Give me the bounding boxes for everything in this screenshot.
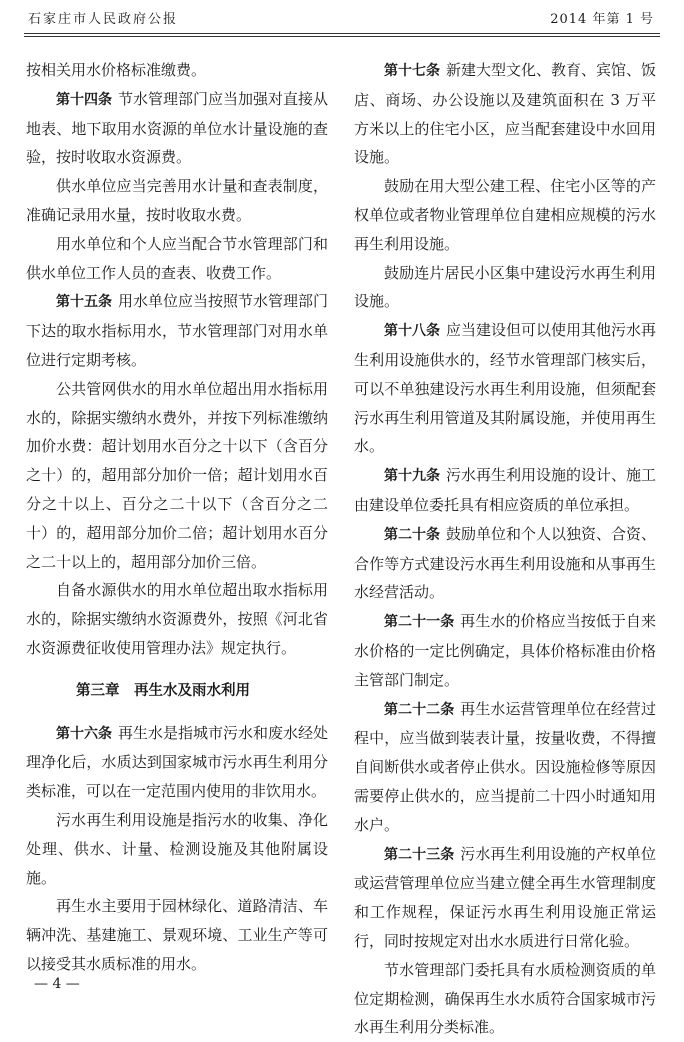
article-label: 第十五条 [56,294,112,311]
article-text: 再生水是指城市污水和废水经处理净化后，水质达到国家城市污水再生利用分类标准，可以在一定范围内使用的非饮用水。 [26,723,329,801]
article-text: 鼓励单位和个人以独资、合资、合作等方式建设污水再生利用设施和从事再生水经营活动。 [354,524,657,602]
article-label: 第二十三条 [384,846,455,863]
article-20 [354,520,656,607]
article-text: 用水单位应当按照节水管理部门下达的取水指标用水，节水管理部门对用水单位进行定期考核。 [26,292,329,369]
article-15 [26,287,328,374]
paragraph: 污水再生利用设施是指污水的收集、净化处理、供水、计量、检测设施及其他附属设施。 [26,810,328,887]
article-label: 第十六条 [56,725,112,742]
article-17 [354,56,656,172]
paragraph: 按相关用水价格标准缴费。 [26,61,207,79]
paragraph: 供水单位应当完善用水计量和查表制度，准确记录用水量，按时收取水费。 [26,177,328,224]
article-label: 第十四条 [56,91,112,108]
article-23 [354,840,656,956]
article-text: 污水再生利用设施的产权单位或运营管理单位应当建立健全再生水管理制度和工作规程，保证污水再生利用设施正常运行，同时按规定对出水水质进行日常化验。 [354,844,656,950]
paragraph: 鼓励在用大型公建工程、住宅小区等的产权单位或者物业管理单位自建相应规模的污水再生利用设施。 [354,177,656,253]
page-number: — 4 — [34,976,80,992]
article-19 [354,461,656,520]
paragraph: 公共管网供水的用水单位超出用水指标用水的，除据实缴纳水费外，并按下列标准缴纳加价水费：超计划用水百分之十以下（含百分之十）的，超用部分加价一倍；超计划用水百分之十以上、百分之二十以下（含百分之二十）的，超用部分加价二倍；超计划用水百分之二十以上的，超用部分加价三倍。 [26,379,328,571]
article-label: 第十七条 [384,63,440,79]
paragraph: 节水管理部门委托具有水质检测资质的单位定期检测，确保再生水水质符合国家城市污水再生利用分类标准。 [354,960,656,1037]
article-text: 节水管理部门应当加强对直接从地表、地下取用水资源的单位水计量设施的查验，按时收取水资源费。 [26,89,329,167]
header-rule-bottom [24,36,660,37]
publication-title: 石家庄市人民政府公报 [28,12,179,27]
article-text: 新建大型文化、教育、宾馆、饭店、商场、办公设施以及建筑面积在 3 万平方米以上的住宅小区，应当配套建设中水回用设施。 [354,61,657,167]
article-label: 第二十条 [384,526,440,543]
paragraph: 用水单位和个人应当配合节水管理部门和供水单位工作人员的查表、收费工作。 [26,234,328,282]
issue-number: 2014 年第 1 号 [550,12,654,27]
article-label: 第十九条 [384,468,440,485]
article-label: 第二十一条 [384,614,455,631]
paragraph: 自备水源供水的用水单位超出取水指标用水的，除据实缴纳水资源费外，按照《河北省水资源费征收使用管理办法》规定执行。 [26,581,328,657]
chapter-heading: 第三章 再生水及雨水利用 [76,682,250,699]
right-column [354,56,656,1042]
article-21 [354,607,656,694]
article-text: 应当建设但可以使用其他污水再生利用设施供水的，经节水管理部门核实后，可以不单独建设污水再生利用设施，但须配套污水再生利用管道及其附属设施，并使用再生水。 [354,321,657,456]
paragraph: 再生水主要用于园林绿化、道路清洁、车辆冲洗、基建施工、景观环境、工业生产等可以接受其水质标准的用水。 [26,897,328,973]
left-column [26,56,328,979]
article-18 [354,316,656,461]
article-22 [354,695,656,840]
article-16 [26,719,328,806]
article-text: 污水再生利用设施的设计、施工由建设单位委托具有相应资质的单位承担。 [354,466,657,514]
article-text: 再生水的价格应当按低于自来水价格的一定比例确定，具体价格标准由价格主管部门制定。 [354,612,656,689]
article-14 [26,85,328,172]
paragraph: 鼓励连片居民小区集中建设污水再生利用设施。 [354,263,656,311]
article-text: 再生水运营管理单位在经营过程中，应当做到装表计量，按量收费，不得擅自间断供水或者停止供水。因设施检修等原因需要停止供水的，应当提前二十四小时通知用水户。 [354,699,656,834]
article-label: 第二十二条 [384,701,455,718]
article-label: 第十八条 [384,323,440,340]
header-rule-top [24,33,660,34]
